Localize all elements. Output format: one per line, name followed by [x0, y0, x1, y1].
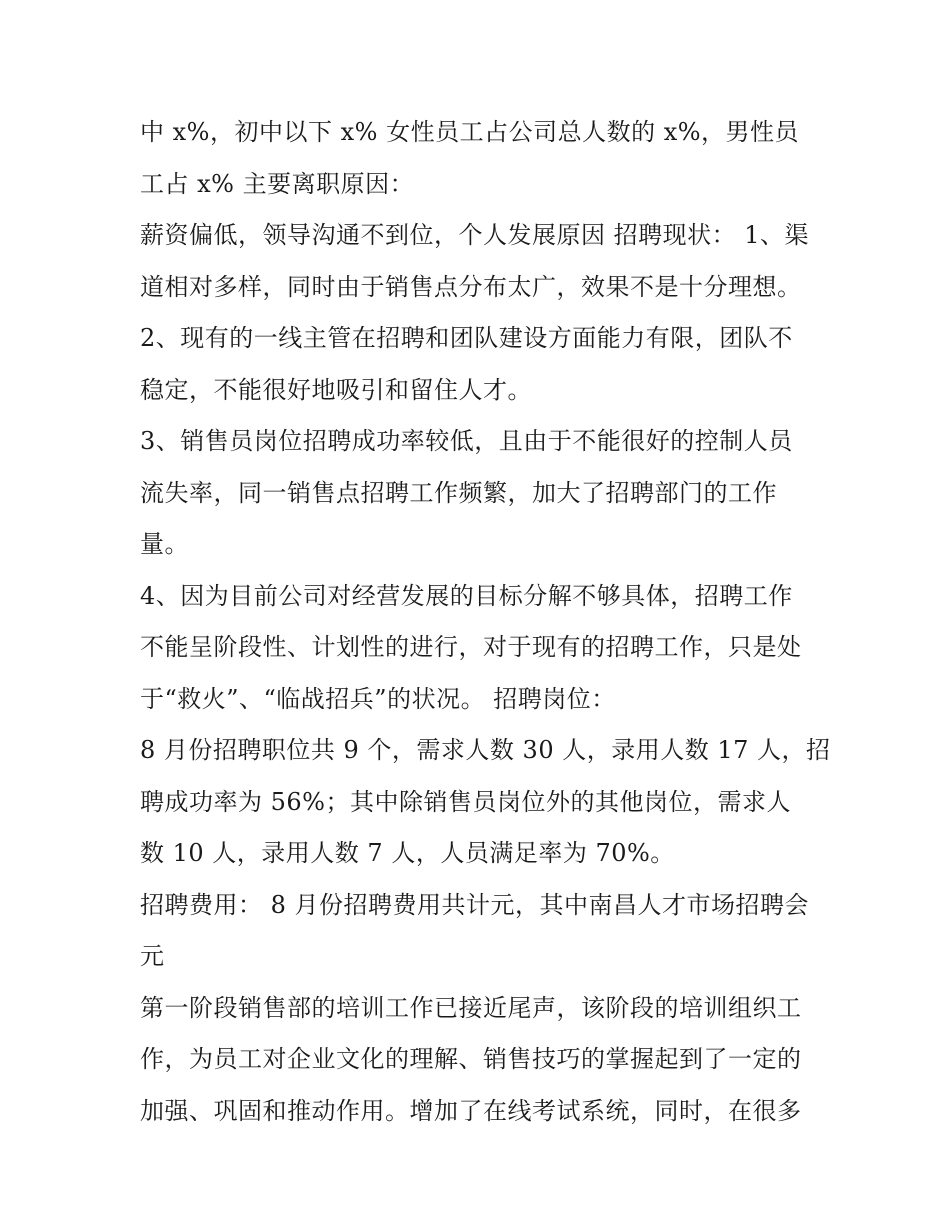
text-line: 稳定，不能很好地吸引和留住人才。 — [140, 375, 532, 404]
text-line: 薪资偏低，领导沟通不到位，个人发展原因 招聘现状： 1、渠 — [140, 221, 810, 249]
text-line: 加强、巩固和推动作用。增加了在线考试系统，同时，在很多 — [140, 1096, 802, 1125]
text-line: 中 x%，初中以下 x% 女性员工占公司总人数的 x%，男性员 — [140, 118, 800, 146]
text-line: 8 月份招聘职位共 9 个，需求人数 30 人，录用人数 17 人，招 — [140, 736, 831, 764]
text-line: 工占 x% 主要离职原因： — [140, 169, 415, 198]
text-line: 流失率，同一销售点招聘工作频繁，加大了招聘部门的工作 — [140, 478, 777, 507]
text-line: 于“救火”、“临战招兵”的状况。 招聘岗位： — [140, 684, 616, 713]
text-line: 聘成功率为 56%；其中除销售员岗位外的其他岗位，需求人 — [140, 787, 791, 816]
text-line: 量。 — [140, 530, 189, 558]
document-body — [140, 107, 831, 1137]
text-line: 4、因为目前公司对经营发展的目标分解不够具体，招聘工作 — [140, 581, 793, 610]
text-line: 第一阶段销售部的培训工作已接近尾声，该阶段的培训组织工 — [140, 993, 802, 1022]
text-line: 3、销售员岗位招聘成功率较低，且由于不能很好的控制人员 — [140, 427, 793, 455]
text-line: 道相对多样，同时由于销售点分布太广，效果不是十分理想。 — [140, 272, 802, 301]
text-line: 2、现有的一线主管在招聘和团队建设方面能力有限，团队不 — [140, 324, 793, 352]
text-line: 数 10 人，录用人数 7 人，人员满足率为 70%。 — [140, 839, 675, 867]
text-line: 招聘费用： 8 月份招聘费用共计元，其中南昌人才市场招聘会 — [140, 890, 810, 919]
text-line: 元 — [140, 942, 165, 970]
text-line: 不能呈阶段性、计划性的进行，对于现有的招聘工作，只是处 — [140, 633, 802, 661]
text-line: 作，为员工对企业文化的理解、销售技巧的掌握起到了一定的 — [140, 1045, 802, 1073]
